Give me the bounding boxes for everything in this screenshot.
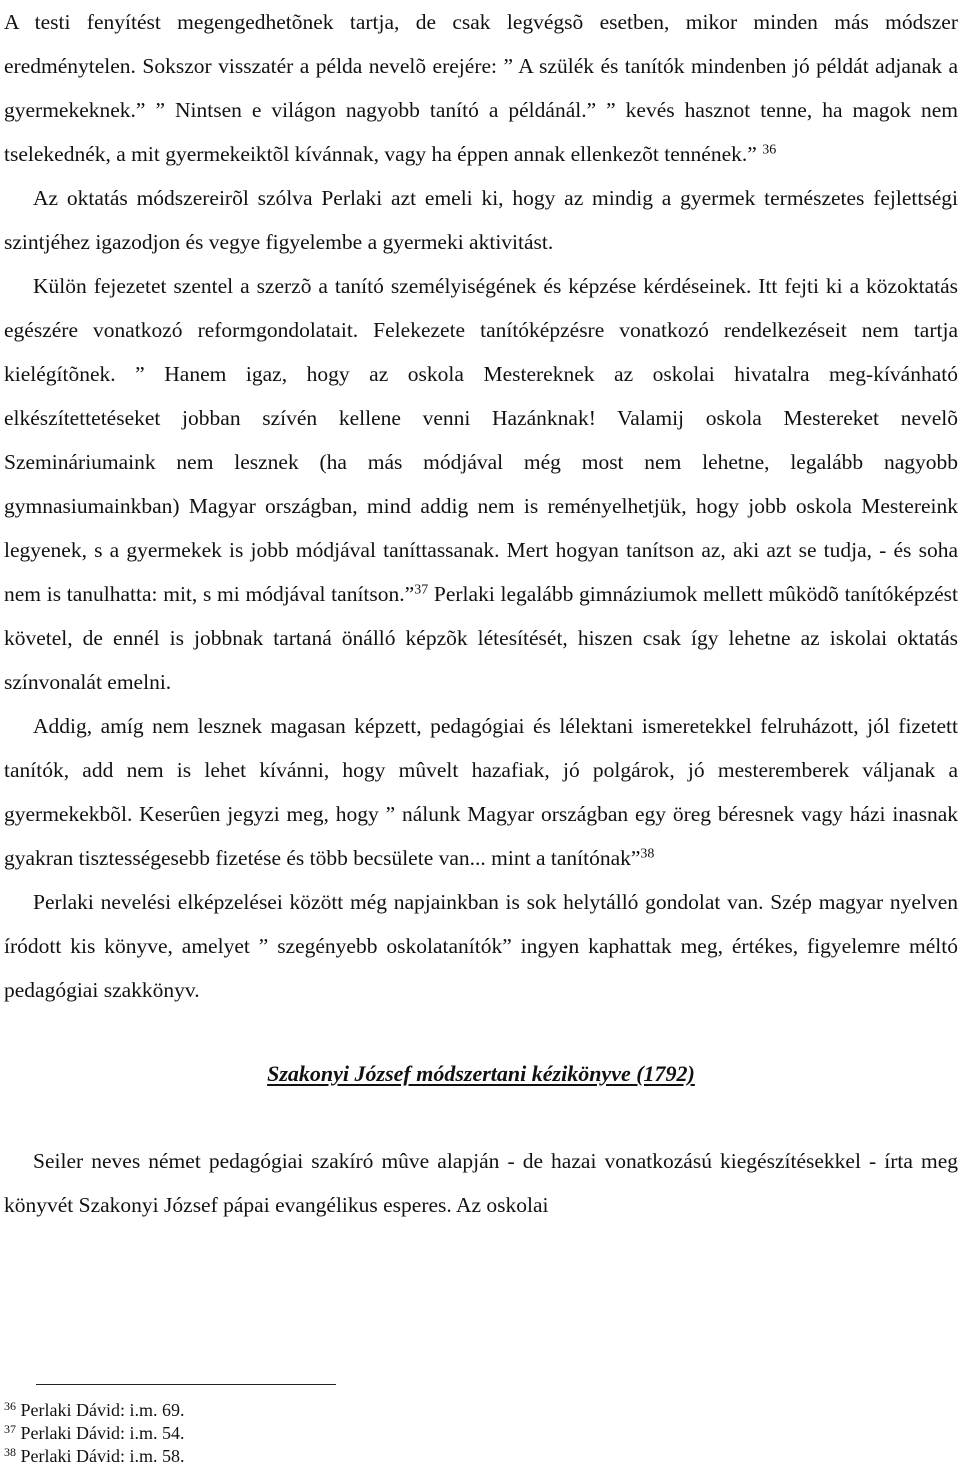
paragraph-text: Perlaki nevelési elképzelései között még napjainkban is sok helytálló gondolat van. Szép magyar nyelven íródott kis könyve, amelyet ” szegényebb oskolatanítók” ingyen kaphattak meg, értékes, figyelemre méltó pedagógiai szakkönyv. (4, 890, 958, 1002)
document-page (4, 0, 958, 1227)
paragraph-text: Az oktatás módszereirõl szólva Perlaki azt emeli ki, hogy az mindig a gyermek természetes fejlettségi szintjéhez igazodjon és vegye figyelembe a gyermeki aktivitást. (4, 186, 958, 254)
footnote-number: 38 (4, 1445, 16, 1459)
paragraph-text: Külön fejezetet szentel a szerzõ a tanító személyiségének és képzése kérdéseinek. Itt fejti ki a közoktatás egészére vonatkozó reformgondolatait. Felekezete tanítóképzésre vonatkozó rendelkezéseit nem tartja kielégítõnek. ” Hanem igaz, hogy az oskola Mestereknek az oskolai hivatalra meg-kívánható elkészítettetéseket jobban szívén kellene venni Hazánknak! Valamij oskola Mestereket nevelõ Szemináriumaink nem lesznek (ha más módjával még most nem lehetne, legalább nagyobb gymnasiumainkban) Magyar országban, mind addig nem is reményelhetjük, hogy jobb oskola Mestereink legyenek, s a gyermekek is jobb módjával taníttassanak. Mert hogyan tanítson az, aki azt se tudja, - és soha nem is tanulhatta: mit, s mi módjával tanítson.” (4, 274, 958, 606)
paragraph-3 (4, 264, 958, 704)
paragraph-text: Addig, amíg nem lesznek magasan képzett, pedagógiai és lélektani ismeretekkel felruházott, jól fizetett tanítók, add nem is lehet kívánni, hogy mûvelt hazafiak, jó polgárok, jó mesteremberek váljanak a gyermekekbõl. Keserûen jegyzi meg, hogy ” nálunk Magyar országban egy öreg béresnek vagy házi inasnak gyakran tisztességesebb fizetése és több becsülete van... mint a tanítónak” (4, 714, 958, 870)
section-heading: Szakonyi József módszertani kézikönyve (1792) (267, 1061, 695, 1086)
footnote-text: Perlaki Dávid: i.m. 69. (16, 1400, 185, 1420)
footnote-text: Perlaki Dávid: i.m. 54. (16, 1423, 185, 1443)
footnote-ref-38: 38 (640, 846, 655, 862)
paragraph-text: A testi fenyítést megengedhetõnek tartja, de csak legvégsõ esetben, mikor minden más módszer eredménytelen. Sokszor visszatér a példa nevelõ erejére: ” A szülék és tanítók mindenben jó példát adjanak a gyermekeknek.” ” Nintsen e világon nagyobb tanító a példánál.” ” kevés hasznot tenne, ha magok nem tselekednék, a mit gyermekeiktõl kívánnak, vagy ha éppen annak ellenkezõt tennének.” (4, 10, 958, 166)
footnote-37 (4, 1422, 184, 1445)
footnote-text: Perlaki Dávid: i.m. 58. (16, 1446, 185, 1466)
footnote-38 (4, 1445, 184, 1468)
footnote-number: 36 (4, 1399, 16, 1413)
paragraph-4 (4, 704, 958, 880)
footnotes (4, 1399, 184, 1468)
footnote-ref-36: 36 (762, 142, 777, 158)
paragraph-text: Seiler neves német pedagógiai szakíró mûve alapján - de hazai vonatkozású kiegészítésekkel - írta meg könyvét Szakonyi József pápai evangélikus esperes. Az oskolai (4, 1149, 958, 1217)
paragraph-2 (4, 176, 958, 264)
paragraph-1 (4, 0, 958, 176)
footnote-number: 37 (4, 1422, 16, 1436)
paragraph-5 (4, 880, 958, 1012)
paragraph-text: Perlaki legalább gimnáziumok mellett mûködõ tanítóképzést követel, de ennél is jobbnak tartaná önálló képzõk létesítését, hiszen csak így lehetne az iskolai oktatás színvonalát emelni. (4, 582, 959, 694)
footnote-separator (36, 1384, 336, 1385)
paragraph-6 (4, 1139, 958, 1227)
footnote-ref-37: 37 (414, 582, 429, 598)
footnote-36 (4, 1399, 184, 1422)
